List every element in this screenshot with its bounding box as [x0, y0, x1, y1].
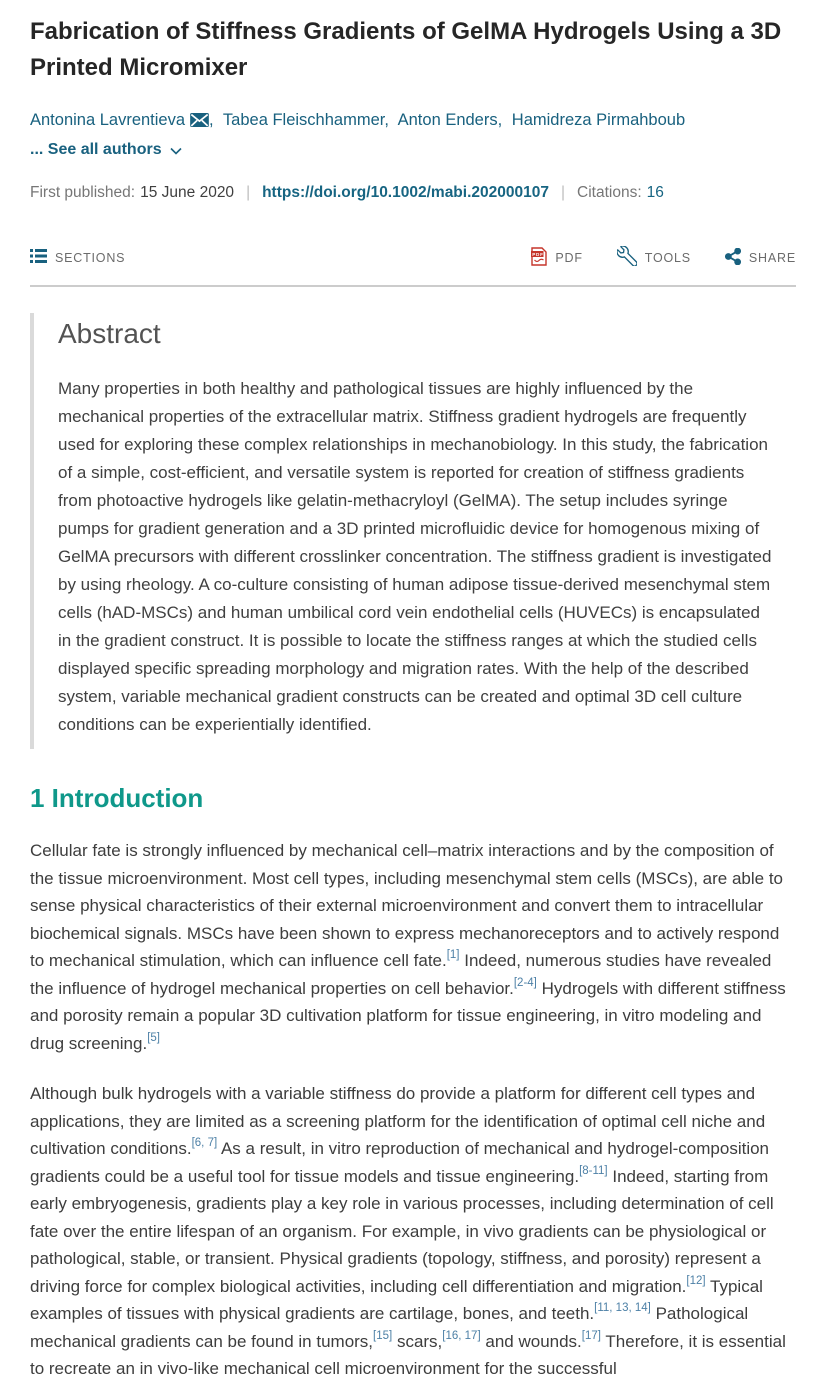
separator: |: [560, 184, 566, 201]
author-link[interactable]: Hamidreza Pirmahboub: [511, 111, 686, 129]
paragraph-text: Typical examples of tissues with physical gradients are cartilage, bones, and teeth.: [30, 1276, 763, 1323]
paragraph-text: Pathological mechanical gradients can be found in tumors,: [30, 1304, 749, 1351]
author-link[interactable]: Antonina Lavrentieva: [30, 111, 186, 129]
chevron-down-icon: [170, 139, 182, 163]
paragraph-text: Therefore, it is essential to recreate an in vivo-like mechanical cell microenvironment for the successful: [30, 1331, 786, 1378]
tools-button[interactable]: [617, 246, 691, 269]
sections-list-icon: [30, 249, 47, 266]
author-link[interactable]: Anton Enders: [397, 111, 498, 129]
svg-text:PDF: PDF: [532, 251, 545, 257]
pdf-button[interactable]: [531, 247, 582, 269]
author-separator: ,: [209, 111, 214, 129]
abstract-text: Many properties in both healthy and pathological tissues are highly influenced by the mechanical properties of the extracellular matrix. Stiffness gradient hydrogels are frequently used for exploring these complex relationships in mechanobiology. In this study, the fabrication of a simple, cost-efficient, and versatile system is reported for creation of stiffness gradients from photoactive hydrogels like gelatin-methacryloyl (GelMA). The setup includes syringe pumps for gradient generation and a 3D printed microfluidic device for homogenous mixing of GelMA precursors with different crosslinker concentration. The stiffness gradient is investigated by using rheology. A co-culture consisting of human adipose tissue-derived mesenchymal stem cells (hAD-MSCs) and human umbilical cord vein endothelial cells (HUVECs) is encapsulated in the gradient construct. It is possible to locate the stiffness ranges at which the studied cells displayed specific spreading morphology and migration rates. With the help of the described system, variable mechanical gradient constructs can be created and optimal 3D cell culture conditions can be experientially identified.: [58, 379, 772, 734]
wrench-icon: [617, 246, 637, 269]
citations-label: Citations:: [577, 184, 642, 201]
citation-link[interactable]: [2-4]: [513, 976, 537, 989]
citation-link[interactable]: [12]: [686, 1274, 706, 1287]
introduction-paragraph: [30, 1080, 796, 1383]
paragraph-text: Indeed, starting from early embryogenesis, gradients play a key role in various processes, including determination of cell fate over the entire lifespan of an organism. For example, in vivo gradients can be physiological or pathological, stable, or transient. Physical gradients (topology, stiffness, and porosity) represent a driving force for complex biological activities, including cell differentiation and migration.: [30, 1166, 774, 1296]
citation-link[interactable]: [8-11]: [579, 1164, 608, 1177]
paragraph-text: scars,: [392, 1331, 443, 1351]
pdf-file-icon: [531, 247, 547, 269]
paragraph-text: Although bulk hydrogels with a variable stiffness do provide a platform for different cell types and applications, they are limited as a screening platform for the identification of optimal cell niche and cultivation conditions.: [30, 1084, 766, 1158]
author-separator: ,: [497, 111, 503, 129]
paragraph-text: Hydrogels with different stiffness and porosity remain a popular 3D cultivation platform for tissue engineering, in vitro modeling and drug screening.: [30, 978, 786, 1053]
citation-link[interactable]: [15]: [373, 1329, 393, 1342]
article-toolbar: [30, 246, 796, 287]
authors-line: [30, 108, 796, 134]
citation-link[interactable]: [11, 13, 14]: [594, 1302, 651, 1315]
page-title: Fabrication of Stiffness Gradients of GelMA Hydrogels Using a 3D Printed Micromixer: [30, 18, 782, 81]
publication-info: [30, 184, 796, 202]
email-envelope-icon[interactable]: [190, 110, 209, 134]
tools-label: TOOLS: [644, 250, 691, 265]
share-nodes-icon: [725, 248, 741, 268]
introduction-paragraph: [30, 837, 796, 1057]
author-link[interactable]: Tabea Fleischhammer: [222, 111, 385, 129]
see-all-authors-label: ... See all authors: [30, 141, 162, 158]
share-button[interactable]: [725, 248, 796, 268]
sections-label: SECTIONS: [55, 250, 126, 265]
paragraph-text: As a result, in vitro reproduction of mechanical and hydrogel-composition gradients could be a useful tool for tissue models and tissue engineering.: [30, 1139, 770, 1186]
abstract-heading: Abstract: [58, 318, 161, 349]
sections-button[interactable]: [30, 249, 125, 266]
pdf-label: PDF: [555, 250, 583, 265]
citation-link[interactable]: [1]: [446, 949, 460, 962]
citation-link[interactable]: [6, 7]: [191, 1137, 218, 1150]
citations-count[interactable]: 16: [646, 184, 664, 201]
author-separator: ,: [384, 111, 389, 129]
see-all-authors-toggle[interactable]: [30, 137, 182, 163]
paragraph-text: and wounds.: [480, 1331, 582, 1351]
introduction-heading: 1 Introduction: [30, 783, 204, 813]
abstract-section: [30, 313, 796, 749]
separator: |: [246, 184, 251, 201]
citation-link[interactable]: [16, 17]: [442, 1329, 481, 1342]
share-label: SHARE: [748, 250, 796, 265]
citation-link[interactable]: [17]: [581, 1329, 601, 1342]
paragraph-text: Cellular fate is strongly influenced by mechanical cell–matrix interactions and by the composition of the tissue microenvironment. Most cell types, including mesenchymal stem cells (MSCs), are able to sense physical characteristics of their external microenvironment and convert them to intracellular biochemical signals. MSCs have been shown to express mechanoreceptors and to actively respond to mechanical stimulation, which can influence cell fate.: [30, 841, 784, 970]
paragraph-text: Indeed, numerous studies have revealed the influence of hydrogel mechanical properties on cell behavior.: [30, 951, 772, 998]
citation-link[interactable]: [5]: [147, 1031, 160, 1044]
first-published-label: First published:: [30, 184, 136, 201]
first-published-date: 15 June 2020: [140, 184, 235, 201]
doi-link[interactable]: https://doi.org/10.1002/mabi.202000107: [262, 184, 549, 201]
